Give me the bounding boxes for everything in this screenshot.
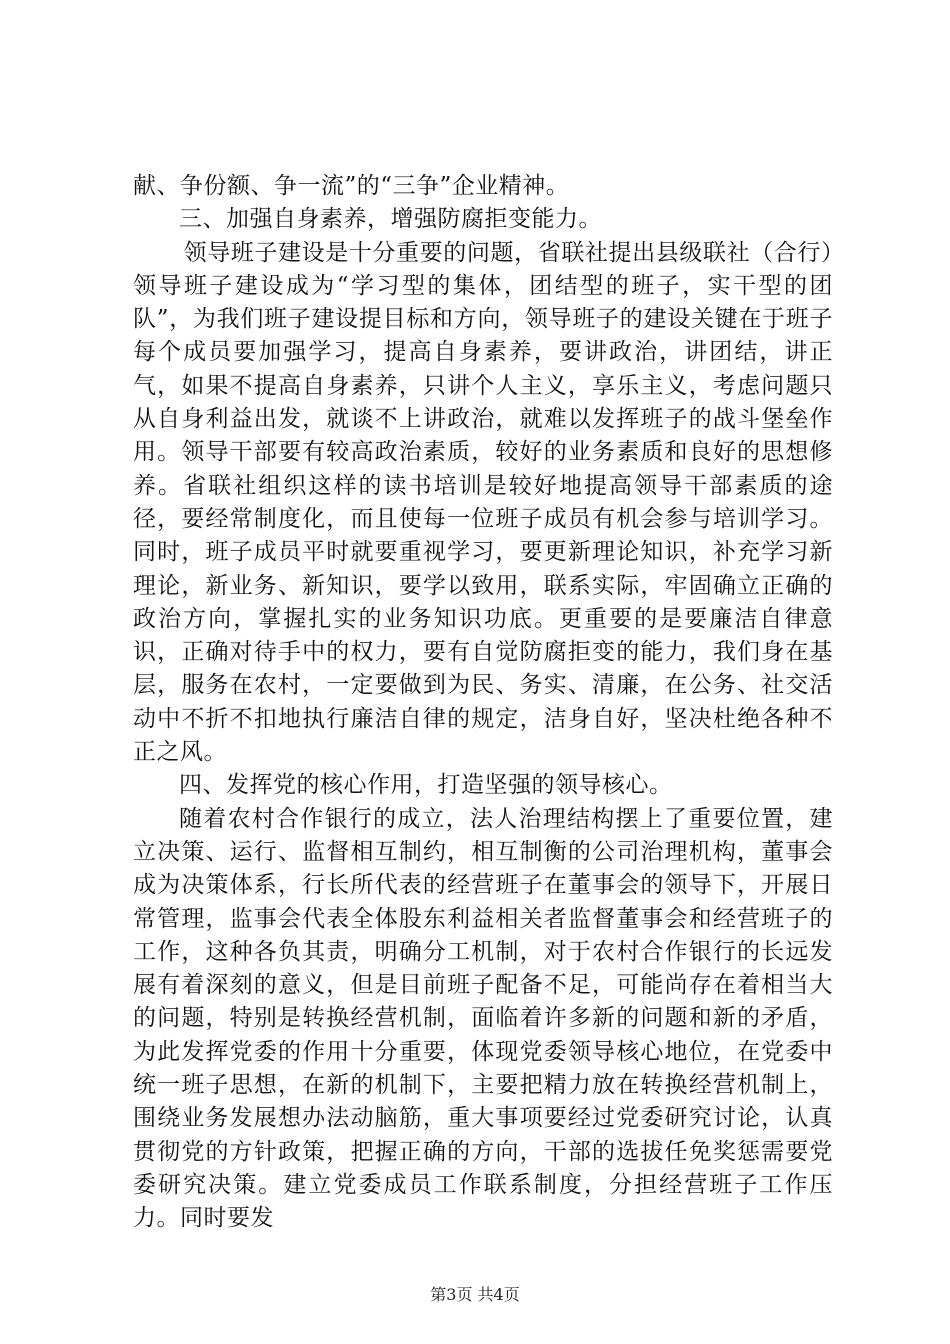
page-number-footer: 第3页 共4页 — [430, 1285, 520, 1304]
section-heading-4: 四、发挥党的核心作用，打造坚强的领导核心。 — [179, 772, 673, 799]
section-heading-3: 三、加强自身素养，增强防腐拒变能力。 — [179, 206, 602, 233]
document-body — [133, 170, 833, 1236]
paragraph-continuation: 献、争份额、争一流”的“三争”企业精神。 — [133, 173, 570, 199]
paragraph-leadership: 领导班子建设是十分重要的问题，省联社提出县级联社（合行）领导班子建设成为“学习型的集体，团结型的班子，实干型的团队”，为我们班子建设提目标和方向，领导班子的建设关键在于班子每个成员要加强学习，提高自身素养，要讲政治，讲团结，讲正气，如果不提高自身素养，只讲个人主义，享乐主义，考虑问题只从自身利益出发，就谈不上讲政治，就难以发挥班子的战斗堡垒作用。领导干部要有较高政治素质，较好的业务素质和良好的思想修养。省联社组织这样的读书培训是较好地提高领导干部素质的途径，要经常制度化，而且使每一位班子成员有机会参与培训学习。同时，班子成员平时就要重视学习，要更新理论知识，补充学习新理论，新业务、新知识，要学以致用，联系实际，牢固确立正确的政治方向，掌握扎实的业务知识功底。更重要的是要廉洁自律意识，正确对待手中的权力，要有自觉防腐拒变的能力，我们身在基层，服务在农村，一定要做到为民、务实、清廉，在公务、社交活动中不折不扣地执行廉洁自律的规定，洁身自好，坚决杜绝各种不正之风。 — [133, 239, 833, 766]
paragraph-party-core: 随着农村合作银行的成立，法人治理结构摆上了重要位置，建立决策、运行、监督相互制约，相互制衡的公司治理机构，董事会成为决策体系，行长所代表的经营班子在董事会的领导下，开展日常管理，监事会代表全体股东利益相关者监督董事会和经营班子的工作，这种各负其责，明确分工机制，对于农村合作银行的长远发展有着深刻的意义，但是目前班子配备不足，可能尚存在着相当大的问题，特别是转换经营机制，面临着许多新的问题和新的矛盾，为此发挥党委的作用十分重要，体现党委领导核心地位，在党委中统一班子思想，在新的机制下，主要把精力放在转换经营机制上，围绕业务发展想办法动脑筋，重大事项要经过党委研究讨论，认真贯彻党的方针政策，把握正确的方向，干部的选拔任免奖惩需要党委研究决策。建立党委成员工作联系制度，分担经营班子工作压力。同时要发 — [133, 805, 833, 1232]
